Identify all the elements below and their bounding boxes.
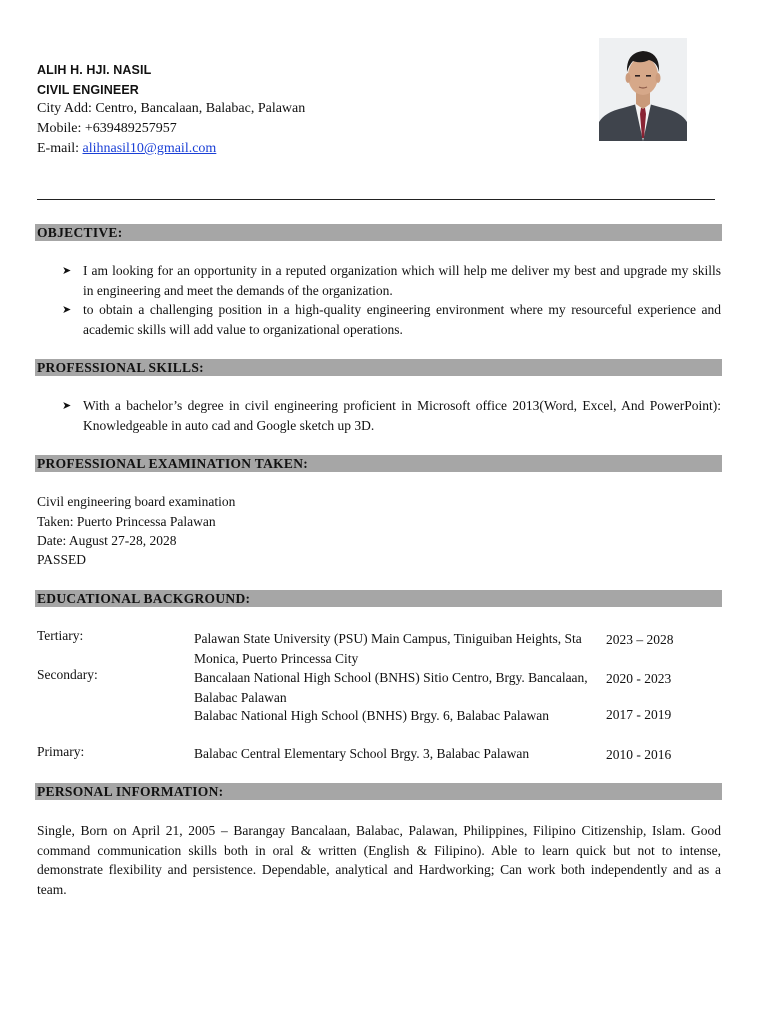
edu-school-primary: Balabac Central Elementary School Brgy. 3, Balabac Palawan — [194, 746, 530, 761]
section-personal-heading: PERSONAL INFORMATION: — [37, 784, 224, 799]
section-personal-bar — [35, 783, 722, 800]
edu-label-secondary: Secondary: — [37, 667, 98, 682]
arrowhead-bullet-icon: ➤ — [62, 399, 72, 412]
arrowhead-bullet-icon: ➤ — [62, 264, 72, 277]
section-skills-heading: PROFESSIONAL SKILLS: — [37, 360, 204, 375]
arrowhead-bullet-icon: ➤ — [62, 303, 72, 316]
objective-item — [62, 261, 721, 300]
email-line — [37, 141, 216, 157]
section-education-bar — [35, 590, 722, 607]
edu-school-secondary: Bancalaan National High School (BNHS) Sitio Centro, Brgy. Bancalaan, Balabac Palawan — [194, 670, 588, 705]
exam-location: Taken: Puerto Princessa Palawan — [37, 514, 216, 529]
section-skills-bar — [35, 359, 722, 376]
address-line: City Add: Centro, Bancalaan, Balabac, Palawan — [37, 101, 306, 116]
section-objective-bar — [35, 224, 722, 241]
edu-years-primary: 2010 - 2016 — [606, 747, 672, 762]
profile-photo — [599, 38, 687, 141]
skills-list — [62, 396, 721, 435]
edu-school-secondary-2: Balabac National High School (BNHS) Brgy. 6, Balabac Palawan — [194, 708, 550, 723]
header-divider — [37, 199, 715, 200]
edu-years-secondary: 2020 - 2023 — [606, 671, 672, 686]
objective-item-text: to obtain a challenging position in a high-quality engineering environment where my resourceful experience and academic skills will add value to organizational operations. — [83, 302, 721, 337]
skills-item-text: With a bachelor’s degree in civil engineering proficient in Microsoft office 2013(Word, Excel, And PowerPoint): Knowledgeable in auto cad and Google sketch up 3D. — [83, 398, 721, 433]
personal-info-text: Single, Born on April 21, 2005 – Barangay Bancalaan, Balabac, Palawan, Philippines, Filipino Citizenship, Islam. Good command communication skills both in oral & written (English & Filipino). Able to learn quick but not to intense, demonstrate flexibility and persistence. Dependable, analytical and Hardworking; Can work both independently and as a team. — [37, 823, 721, 897]
exam-name: Civil engineering board examination — [37, 494, 236, 509]
section-exam-heading: PROFESSIONAL EXAMINATION TAKEN: — [37, 456, 309, 471]
objective-item — [62, 300, 721, 339]
objective-item-text: I am looking for an opportunity in a reputed organization which will help me deliver my best and upgrade my skills in engineering and meet the demands of the organization. — [83, 263, 721, 298]
exam-date: Date: August 27-28, 2028 — [37, 533, 177, 548]
edu-label-primary: Primary: — [37, 744, 85, 759]
section-education-heading: EDUCATIONAL BACKGROUND: — [37, 591, 251, 606]
email-link[interactable]: alihnasil10@gmail.com — [82, 141, 217, 156]
applicant-title: CIVIL ENGINEER — [37, 83, 139, 97]
edu-label-tertiary: Tertiary: — [37, 628, 84, 643]
exam-result: PASSED — [37, 552, 87, 567]
section-objective-heading: OBJECTIVE: — [37, 225, 123, 240]
edu-years-secondary-2: 2017 - 2019 — [606, 707, 672, 722]
edu-school-tertiary: Palawan State University (PSU) Main Campus, Tiniguiban Heights, Sta Monica, Puerto Princessa City — [194, 631, 582, 666]
email-label: E-mail: — [37, 141, 83, 156]
profile-photo-illustration — [599, 38, 687, 141]
applicant-name: ALIH H. HJI. NASIL — [37, 63, 152, 77]
skills-item — [62, 396, 721, 435]
section-exam-bar — [35, 455, 722, 472]
mobile-line: Mobile: +639489257957 — [37, 121, 177, 136]
edu-years-tertiary: 2023 – 2028 — [606, 632, 674, 647]
objective-list — [62, 261, 721, 339]
